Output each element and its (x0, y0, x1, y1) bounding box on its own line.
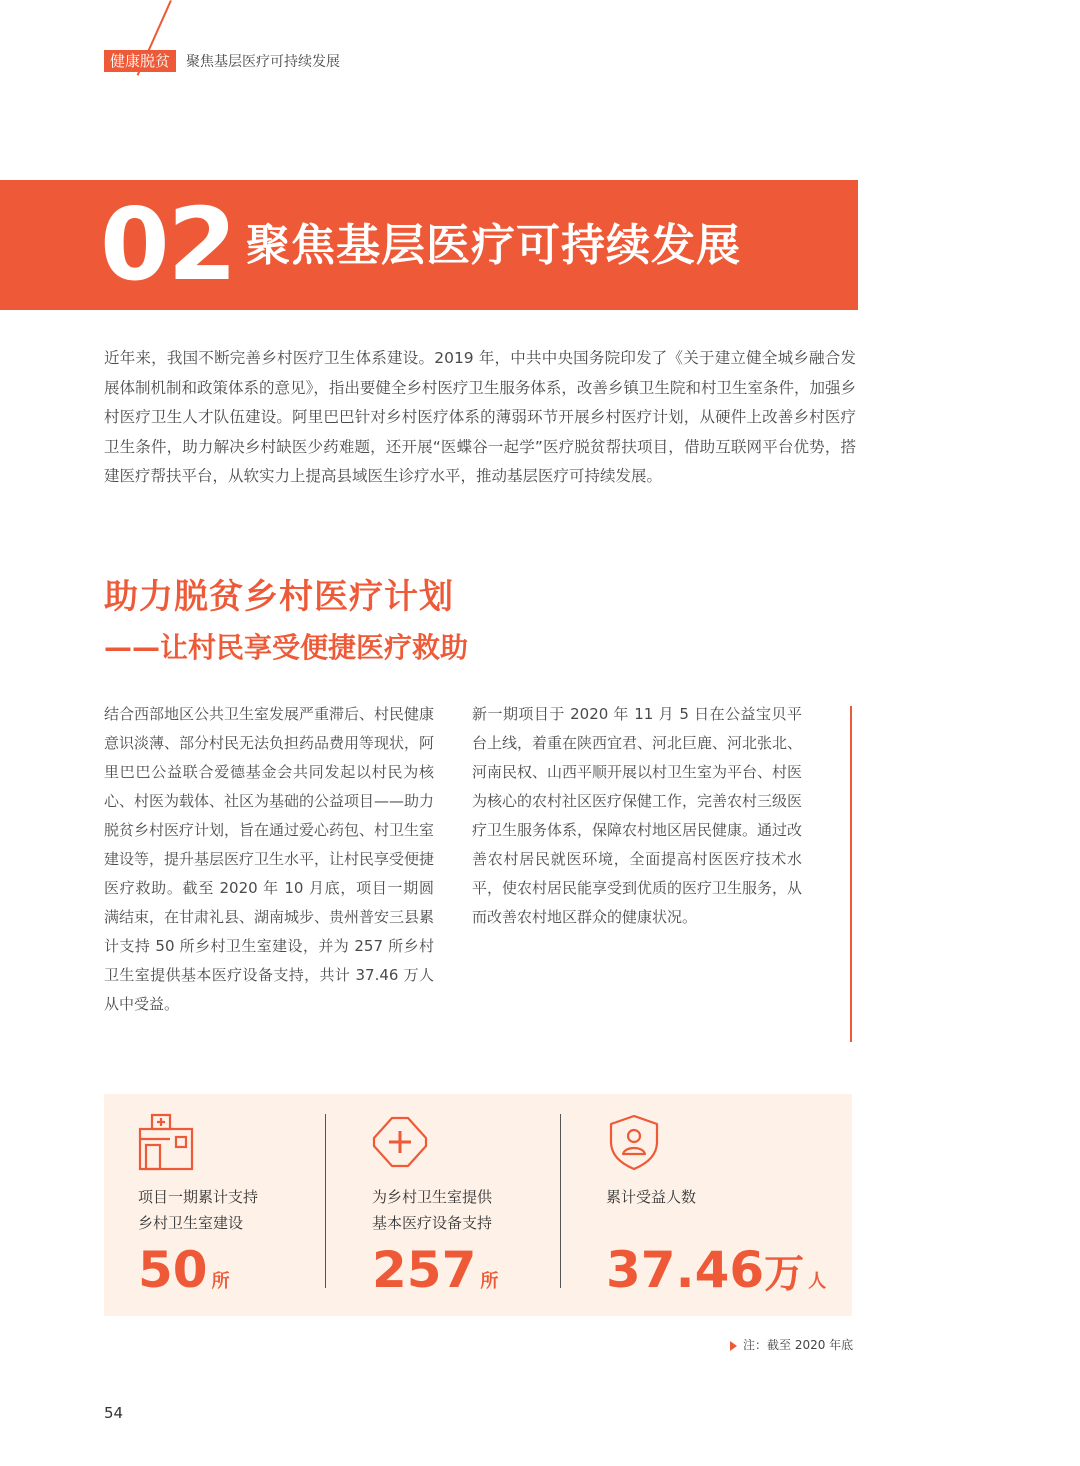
stats-panel (104, 1094, 852, 1316)
stat-value: 37.46万 人 (606, 1241, 827, 1299)
stat-beneficiaries (572, 1094, 852, 1316)
left-column-text: 结合西部地区公共卫生室发展严重滞后、村民健康意识淡薄、部分村民无法负担药品费用等现状，阿里巴巴公益联合爱德基金会共同发起以村民为核心、村医为载体、社区为基础的公益项目——助力脱贫乡村医疗计划，旨在通过爱心药包、村卫生室建设等，提升基层医疗卫生水平，让村民享受便捷医疗救助。截至 2020 年 10 月底，项目一期圆满结束，在甘肃礼县、湖南城步、贵州普安三县累计支持 50 所乡村卫生室建设，并为 257 所乡村卫生室提供基本医疗设备支持，共计 37.46 万人从中受益。 (104, 705, 435, 1013)
footnote: 注：截至 2020 年底 (730, 1336, 853, 1354)
stat-label: 项目一期累计支持 乡村卫生室建设 (138, 1188, 259, 1232)
chapter-number: 02 (100, 186, 236, 303)
section-title: 助力脱贫乡村医疗计划 (104, 577, 454, 617)
hospital-icon (136, 1112, 196, 1172)
triangle-bullet-icon (730, 1341, 737, 1351)
section-subtitle: ——让村民享受便捷医疗救助 (104, 631, 469, 664)
shield-person-icon (604, 1112, 664, 1172)
stat-value: 50 所 (138, 1241, 230, 1299)
chapter-title: 聚焦基层医疗可持续发展 (246, 220, 741, 271)
stat-value: 257 所 (372, 1241, 499, 1299)
stat-clinics-built (104, 1094, 326, 1316)
stat-label: 累计受益人数 (606, 1188, 697, 1206)
stat-divider (560, 1114, 561, 1288)
stat-label: 为乡村卫生室提供 基本医疗设备支持 (372, 1188, 493, 1232)
header-tag: 健康脱贫 (104, 50, 176, 72)
header-subtitle: 聚焦基层医疗可持续发展 (186, 54, 340, 70)
intro-paragraph: 近年来，我国不断完善乡村医疗卫生体系建设。2019 年，中共中央国务院印发了《关于建立健全城乡融合发展体制机制和政策体系的意见》，指出要健全乡村医疗卫生服务体系，改善乡镇卫生院和村卫生室条件，加强乡村医疗卫生人才队伍建设。阿里巴巴针对乡村医疗体系的薄弱环节开展乡村医疗计划，从硬件上改善乡村医疗卫生条件，助力解决乡村缺医少药难题，还开展“医蝶谷一起学”医疗脱贫帮扶项目，借助互联网平台优势，搭建医疗帮扶平台，从软实力上提高县域医生诊疗水平，推动基层医疗可持续发展。 (104, 349, 856, 485)
page-number: 54 (104, 1404, 124, 1422)
column-accent-line (850, 706, 852, 1042)
right-column-text: 新一期项目于 2020 年 11 月 5 日在公益宝贝平台上线，着重在陕西宜君、河北巨鹿、河北张北、河南民权、山西平顺开展以村卫生室为平台、村医为核心的农村社区医疗保健工作，完善农村三级医疗卫生服务体系，保障农村地区居民健康。通过改善农村居民就医环境，全面提高村医医疗技术水平，使农村居民能享受到优质的医疗卫生服务，从而改善农村地区群众的健康状况。 (472, 705, 803, 926)
stat-equipment-support (338, 1094, 560, 1316)
medical-cross-icon (370, 1112, 430, 1172)
stat-divider (325, 1114, 326, 1288)
